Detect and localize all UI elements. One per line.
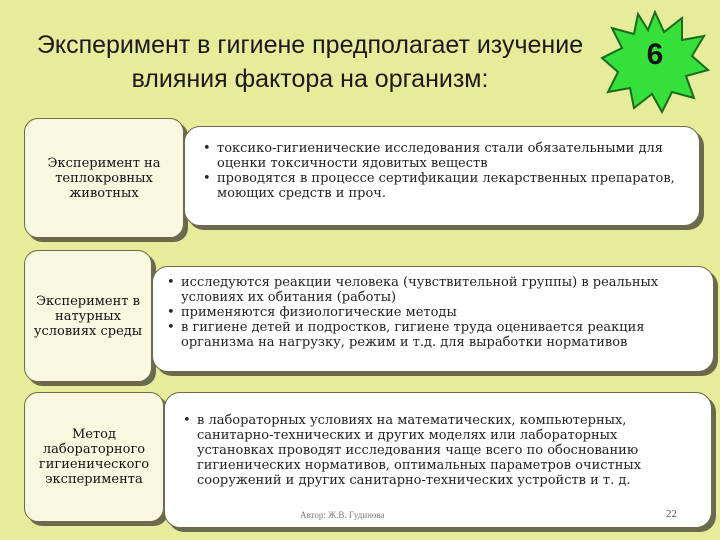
slide-number-badge: 6 [646, 38, 664, 71]
category-box-animals [24, 118, 184, 238]
bullet-item: • токсико-гигиенические исследования стали обязательными для оценки токсичности ядовитых веществ [203, 141, 663, 171]
category-box-natural [24, 250, 152, 382]
bullet-item: • в лабораторных условиях на математических, компьютерных, санитарно-технических и других моделях или лабораторных установках проводят исследования чаще всего по обоснованию гигиенических нормативов, оптимальных параметров очистных сооружений и других санитарно-технических устройств и т. д. [183, 413, 642, 488]
category-box-lab [24, 392, 164, 522]
slide-title: Эксперимент в гигиене предполагает изучение влияния фактора на организм: [36, 31, 584, 93]
footer-page-number: 22 [666, 508, 677, 520]
category-label: Эксперимент в натурных условиях среды [33, 293, 143, 339]
description-box-natural [152, 266, 714, 372]
bullet-item: • исследуются реакции человека (чувствительной группы) в реальных условиях их обитания (работы) [167, 275, 659, 305]
description-box-animals [184, 126, 700, 226]
footer-author: Автор: Ж.В. Гудинова [300, 510, 385, 520]
category-label: Эксперимент на теплокровных животных [47, 155, 161, 201]
description-box-lab [164, 392, 712, 528]
bullet-item: • проводятся в процессе сертификации лекарственных препаратов, моющих средств и проч. [203, 171, 675, 201]
bullet-item: • в гигиене детей и подростков, гигиене труда оценивается реакция организма на нагрузку, режим и т.д. для выработки нормативов [167, 320, 645, 350]
category-label: Метод лабораторного гигиенического эксперимента [38, 427, 150, 487]
bullet-item: • применяются физиологические методы [167, 305, 457, 320]
